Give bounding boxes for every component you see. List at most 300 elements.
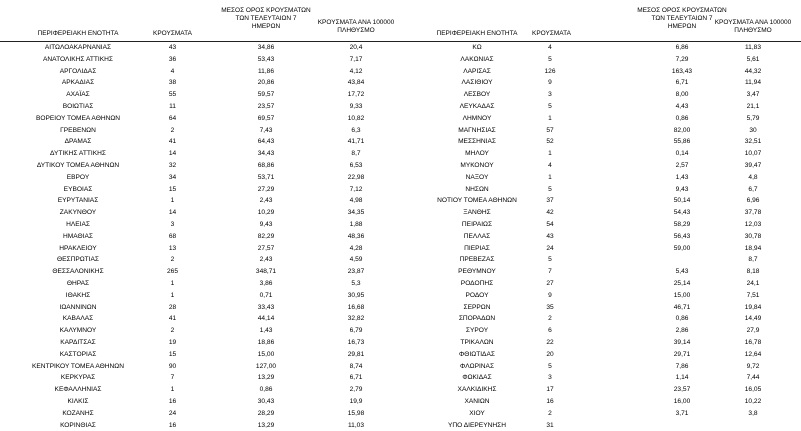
per-100k-cell: 11,94 [744,79,761,87]
cases-cell: 24 [546,244,554,252]
region-cell: ΘΗΡΑΣ [66,279,90,287]
seven-day-average-cell: 0,14 [675,150,689,158]
cases-cell: 3 [548,91,552,99]
header-region: ΠΕΡΙΦΕΡΕΙΑΚΗ ΕΝΟΤΗΤΑ [436,30,518,37]
seven-day-average-cell: 2,43 [259,197,273,205]
seven-day-average-cell: 127,00 [255,362,277,370]
region-cell: ΜΗΛΟΥ [465,150,489,158]
per-100k-cell: 1,88 [349,220,363,228]
table-row [402,254,801,266]
per-100k-cell: 22,98 [347,173,365,181]
per-100k-cell: 12,64 [744,350,762,358]
per-100k-cell: 8,7 [351,150,361,158]
region-cell: ΣΥΡΟΥ [465,327,489,335]
per-100k-cell: 21,1 [746,102,760,110]
cases-cell: 31 [546,421,554,429]
seven-day-average-cell: 29,71 [673,350,691,358]
region-cell: ΚΟΖΑΝΗΣ [62,409,94,417]
table-row [402,231,801,243]
table-row [0,195,402,207]
region-cell: ΦΩΚΙΔΑΣ [462,374,492,382]
seven-day-average-cell: 6,86 [675,44,689,51]
table-row [402,66,801,78]
table-row [402,361,801,373]
cases-cell: 126 [544,67,556,75]
cases-cell: 1 [548,173,552,181]
per-100k-cell: 7,44 [746,374,760,382]
table-row [0,313,402,325]
region-cell: ΣΠΟΡΑΔΩΝ [458,315,496,323]
seven-day-average-cell: 13,29 [257,421,275,429]
region-cell: ΑΧΑΪΑΣ [66,91,90,99]
region-cell: ΥΠΟ ΔΙΕΡΕΥΝΗΣΗ [448,421,506,429]
table-row [402,207,801,219]
region-cell: ΕΥΒΟΙΑΣ [63,185,93,193]
header-cases: ΚΡΟΥΣΜΑΤΑ [153,30,192,37]
per-100k-cell: 5,79 [746,114,760,122]
header-seven-day-average [214,7,318,31]
cases-cell: 7 [170,374,175,382]
cases-cell: 42 [546,209,554,217]
per-100k-cell: 14,49 [744,315,762,323]
seven-day-average-cell: 16,00 [673,397,691,405]
table-row [0,136,402,148]
region-cell: ΒΟΙΩΤΙΑΣ [62,102,94,110]
cases-cell: 68 [168,232,177,240]
seven-day-average-cell: 5,43 [675,268,689,276]
cases-cell: 5 [548,256,552,264]
per-100k-cell: 43,84 [347,79,365,87]
table-row [402,384,801,396]
header-cases: ΚΡΟΥΣΜΑΤΑ [532,30,571,37]
table-row [402,101,801,113]
seven-day-average-cell: 2,43 [259,256,273,264]
seven-day-average-cell: 15,00 [673,291,691,299]
cases-cell: 5 [548,102,552,110]
header-per-line-2: ΠΛΗΘΥΣΜΟ [337,27,375,34]
region-cell: ΛΑΚΩΝΙΑΣ [460,55,494,63]
seven-day-average-cell: 2,57 [675,161,689,169]
table-row [0,101,402,113]
per-100k-cell: 24,1 [746,279,760,287]
cases-cell: 5 [548,185,552,193]
seven-day-average-cell: 27,57 [257,244,275,252]
cases-cell: 57 [546,126,554,134]
cases-cell: 15 [168,185,177,193]
region-cell: ΜΕΣΣΗΝΙΑΣ [458,138,496,146]
table-row [0,125,402,137]
region-cell: ΞΑΝΘΗΣ [463,209,491,217]
region-cell: ΧΙΟΥ [469,409,485,417]
region-cell: ΝΑΞΟΥ [465,173,489,181]
header-avg-line-1: ΜΕΣΟΣ ΟΡΟΣ ΚΡΟΥΣΜΑΤΩΝ [221,7,311,14]
region-cell: ΗΛΕΙΑΣ [66,220,90,228]
seven-day-average-cell: 6,71 [675,79,689,87]
per-100k-cell: 16,73 [347,338,365,346]
per-100k-cell: 32,82 [347,315,365,323]
region-cell: ΑΝΑΤΟΛΙΚΗΣ ΑΤΤΙΚΗΣ [43,55,113,63]
seven-day-average-cell: 25,14 [673,279,691,287]
region-cell: ΚΟΡΙΝΘΙΑΣ [60,421,96,429]
table-row [0,172,402,184]
per-100k-cell: 32,51 [744,138,762,146]
cases-cell: 43 [546,232,554,240]
header-region: ΠΕΡΙΦΕΡΕΙΑΚΗ ΕΝΟΤΗΤΑ [37,30,119,37]
per-100k-cell: 19,9 [349,397,363,405]
region-cell: ΙΘΑΚΗΣ [65,291,91,299]
cases-cell: 36 [168,55,177,63]
per-100k-cell: 3,8 [748,409,758,417]
header-avg-line-3: ΗΜΕΡΩΝ [667,23,697,30]
cases-cell: 64 [168,114,177,122]
cases-cell: 14 [168,209,177,217]
cases-cell: 43 [168,44,177,51]
per-100k-cell: 4,59 [349,256,363,264]
table-row [402,349,801,361]
table-row [0,41,402,54]
seven-day-average-cell: 59,57 [257,91,275,99]
table-row [402,290,801,302]
cases-cell: 1 [548,150,552,158]
region-cell: ΚΩ [472,44,482,51]
region-cell: ΖΑΚΥΝΘΟΥ [59,209,97,217]
region-cell: ΛΕΥΚΑΔΑΣ [459,102,495,110]
per-100k-cell: 19,84 [744,303,762,311]
cases-cell: 2 [170,126,175,134]
table-row [0,219,402,231]
seven-day-average-cell: 34,86 [257,44,275,51]
seven-day-average-cell: 1,43 [259,327,273,335]
region-cell: ΜΥΚΟΝΟΥ [460,161,494,169]
seven-day-average-cell: 1,43 [675,173,689,181]
right-table [402,0,801,431]
per-100k-cell: 9,72 [746,362,760,370]
cases-cell: 13 [168,244,177,252]
seven-day-average-cell: 53,71 [257,173,275,181]
table-row [0,160,402,172]
per-100k-cell: 4,98 [349,197,363,205]
cases-cell: 15 [168,350,177,358]
table-row [402,125,801,137]
table-row [0,254,402,266]
table-row [0,207,402,219]
cases-cell: 9 [548,79,552,87]
table-row [0,361,402,373]
table-row [402,160,801,172]
header-per-line-1: ΚΡΟΥΣΜΑΤΑ ΑΝΑ 100000 [317,19,395,26]
seven-day-average-cell: 59,00 [673,244,691,252]
header-avg-line-3: ΗΜΕΡΩΝ [251,23,281,30]
seven-day-average-cell: 7,29 [675,55,689,63]
cases-cell: 9 [548,291,552,299]
seven-day-average-cell: 69,57 [257,114,275,122]
cases-cell: 2 [170,256,175,264]
cases-cell: 35 [546,303,554,311]
region-cell: ΡΕΘΥΜΝΟΥ [458,268,496,276]
per-100k-cell: 17,72 [347,91,365,99]
table-row [402,77,801,89]
table-row [0,337,402,349]
region-cell: ΕΒΡΟΥ [66,173,90,181]
region-cell: ΘΕΣΣΑΛΟΝΙΚΗΣ [52,268,104,276]
region-cell: ΚΕΦΑΛΛΗΝΙΑΣ [54,386,102,394]
seven-day-average-cell: 163,43 [671,67,693,75]
table-row [402,337,801,349]
cases-cell: 32 [168,161,177,169]
header-per-100k [708,19,798,35]
per-100k-cell: 30,78 [744,232,762,240]
cases-cell: 27 [546,279,554,287]
seven-day-average-cell: 3,86 [259,279,273,287]
per-100k-cell: 41,71 [347,138,365,146]
seven-day-average-cell: 1,14 [675,374,689,382]
region-cell: ΦΘΙΩΤΙΔΑΣ [459,350,495,358]
per-100k-cell: 6,53 [349,161,363,169]
seven-day-average-cell: 46,71 [673,303,691,311]
table-row [402,184,801,196]
per-100k-cell: 27,9 [746,327,760,335]
region-cell: ΡΟΔΟΠΗΣ [460,279,494,287]
per-100k-cell: 4,8 [748,173,758,181]
cases-cell: 1 [548,114,552,122]
seven-day-average-cell: 18,86 [257,338,275,346]
table-row [0,148,402,160]
region-cell: ΛΑΡΙΣΑΣ [463,67,491,75]
region-cell: ΝΗΣΩΝ [465,185,489,193]
per-100k-cell: 7,17 [349,55,363,63]
table-row [402,325,801,337]
cases-cell: 37 [546,197,554,205]
cases-cell: 16 [546,397,554,405]
per-100k-cell: 30 [749,126,757,134]
seven-day-average-cell: 30,43 [257,397,275,405]
cases-cell: 17 [546,386,554,394]
per-100k-cell: 5,61 [746,55,760,63]
table-row [402,89,801,101]
header-per-line-1: ΚΡΟΥΣΜΑΤΑ ΑΝΑ 100000 [714,19,792,26]
cases-cell: 19 [168,338,177,346]
seven-day-average-cell: 15,00 [257,350,275,358]
table-row [402,219,801,231]
seven-day-average-cell: 7,43 [259,126,273,134]
cases-cell: 20 [546,350,554,358]
seven-day-average-cell: 64,43 [257,138,275,146]
per-100k-cell: 39,47 [744,161,762,169]
cases-cell: 38 [168,79,177,87]
per-100k-cell: 30,95 [347,291,365,299]
header-avg-line-1: ΜΕΣΟΣ ΟΡΟΣ ΚΡΟΥΣΜΑΤΩΝ [637,7,727,14]
cases-cell: 41 [168,315,177,323]
per-100k-cell: 6,96 [746,197,760,205]
cases-cell: 14 [168,150,177,158]
per-100k-cell: 11,03 [347,421,364,429]
header-per-100k [310,19,402,35]
seven-day-average-cell: 27,29 [257,185,275,193]
per-100k-cell: 8,7 [748,256,758,264]
table-row [0,243,402,255]
seven-day-average-cell: 0,71 [259,291,273,299]
table-row [402,136,801,148]
seven-day-average-cell: 23,57 [257,102,275,110]
seven-day-average-cell: 28,29 [257,409,275,417]
table-row [402,243,801,255]
table-row [0,420,402,431]
table-row [0,290,402,302]
per-100k-cell: 4,28 [349,244,363,252]
table-row [402,41,801,54]
per-100k-cell: 6,79 [349,327,363,335]
per-100k-cell: 20,4 [349,44,363,51]
region-cell: ΚΑΡΔΙΤΣΑΣ [60,338,96,346]
cases-cell: 28 [168,303,177,311]
region-cell: ΠΙΕΡΙΑΣ [464,244,490,252]
cases-cell: 265 [166,268,178,276]
cases-cell: 16 [168,421,177,429]
per-100k-cell: 5,3 [351,279,361,287]
per-100k-cell: 8,74 [349,362,363,370]
cases-cell: 7 [548,268,552,276]
region-cell: ΠΡΕΒΕΖΑΣ [459,256,495,264]
per-100k-cell: 18,94 [744,244,762,252]
cases-cell: 2 [548,315,552,323]
seven-day-average-cell: 2,86 [675,327,689,335]
table-row [0,408,402,420]
seven-day-average-cell: 34,43 [257,150,275,158]
table-row [402,420,801,431]
seven-day-average-cell: 9,43 [675,185,689,193]
cases-cell: 3 [548,374,552,382]
seven-day-average-cell: 82,29 [257,232,275,240]
cases-cell: 2 [170,327,175,335]
table-row [402,396,801,408]
cases-cell: 6 [548,327,552,335]
region-cell: ΛΗΜΝΟΥ [462,114,492,122]
per-100k-cell: 16,78 [744,338,762,346]
region-cell: ΙΩΑΝΝΙΝΩΝ [59,303,97,311]
per-100k-cell: 12,03 [744,220,762,228]
seven-day-average-cell: 23,57 [673,386,691,394]
per-100k-cell: 10,82 [347,114,365,122]
table-row [0,349,402,361]
per-100k-cell: 34,35 [347,209,365,217]
table-row [0,89,402,101]
region-cell: ΡΟΔΟΥ [465,291,489,299]
table-row [0,113,402,125]
table-row [0,302,402,314]
seven-day-average-cell: 44,14 [257,315,275,323]
per-100k-cell: 7,12 [349,185,363,193]
region-cell: ΚΑΒΑΛΑΣ [62,315,94,323]
region-cell: ΛΑΣΙΘΙΟΥ [461,79,493,87]
seven-day-average-cell: 56,43 [673,232,691,240]
seven-day-average-cell: 0,86 [675,315,689,323]
per-100k-cell: 10,07 [744,150,762,158]
region-cell: ΚΕΝΤΡΙΚΟΥ ΤΟΜΕΑ ΑΘΗΝΩΝ [32,362,124,370]
region-cell: ΔΥΤΙΚΗΣ ΑΤΤΙΚΗΣ [50,150,106,158]
cases-cell: 5 [548,362,552,370]
region-cell: ΘΕΣΠΡΩΤΙΑΣ [56,256,100,264]
per-100k-cell: 37,78 [744,209,762,217]
region-cell: ΑΡΚΑΔΙΑΣ [61,79,95,87]
region-cell: ΝΟΤΙΟΥ ΤΟΜΕΑ ΑΘΗΝΩΝ [437,197,517,205]
cases-cell: 24 [168,409,177,417]
per-100k-cell: 16,05 [744,386,762,394]
right-rows [402,41,801,431]
region-cell: ΗΜΑΘΙΑΣ [63,232,93,240]
cases-cell: 54 [546,220,554,228]
region-cell: ΔΡΑΜΑΣ [64,138,92,146]
seven-day-average-cell: 53,43 [257,55,275,63]
per-100k-cell: 48,36 [347,232,365,240]
per-100k-cell: 6,7 [748,185,758,193]
table-row [402,172,801,184]
cases-cell: 55 [168,91,177,99]
region-cell: ΠΕΙΡΑΙΩΣ [461,220,493,228]
cases-cell: 4 [170,67,175,75]
left-rows [0,41,402,431]
region-cell: ΜΑΓΝΗΣΙΑΣ [458,126,496,134]
table-row [0,54,402,66]
seven-day-average-cell: 13,29 [257,374,275,382]
seven-day-average-cell: 58,29 [673,220,691,228]
cases-cell: 41 [168,138,177,146]
cases-cell: 1 [170,291,175,299]
per-100k-cell: 16,68 [347,303,365,311]
table-row [402,372,801,384]
table-row [0,231,402,243]
region-cell: ΗΡΑΚΛΕΙΟΥ [59,244,97,252]
table-row [0,325,402,337]
table-row [0,66,402,78]
region-cell: ΣΕΡΡΩΝ [463,303,491,311]
table-row [402,278,801,290]
header-avg-line-2: ΤΩΝ ΤΕΛΕΥΤΑΙΩΝ 7 [651,15,713,22]
cases-cell: 4 [548,44,552,51]
seven-day-average-cell: 4,43 [675,102,689,110]
region-cell: ΕΥΡΥΤΑΝΙΑΣ [57,197,99,205]
seven-day-average-cell: 54,43 [673,209,691,217]
cases-cell: 22 [546,338,554,346]
cases-cell: 1 [170,197,175,205]
cases-cell: 5 [548,55,552,63]
table-row [402,302,801,314]
region-cell: ΚΑΛΥΜΝΟΥ [59,327,97,335]
cases-cell: 52 [546,138,554,146]
seven-day-average-cell: 82,00 [673,126,691,134]
cases-cell: 1 [170,279,175,287]
cases-cell: 4 [548,161,552,169]
cases-cell: 34 [168,173,177,181]
cases-cell: 11 [169,102,176,110]
seven-day-average-cell: 0,86 [259,386,273,394]
per-100k-cell: 10,22 [744,397,762,405]
seven-day-average-cell: 50,14 [673,197,691,205]
region-cell: ΔΥΤΙΚΟΥ ΤΟΜΕΑ ΑΘΗΝΩΝ [36,161,120,169]
table-row [402,54,801,66]
region-cell: ΚΑΣΤΟΡΙΑΣ [59,350,97,358]
table-row [402,113,801,125]
table-row [402,266,801,278]
per-100k-cell: 6,3 [351,126,361,134]
per-100k-cell: 29,81 [347,350,365,358]
seven-day-average-cell: 55,86 [673,138,691,146]
per-100k-cell: 7,51 [746,291,760,299]
per-100k-cell: 4,12 [349,67,363,75]
region-cell: ΠΕΛΛΑΣ [463,232,491,240]
header-per-line-2: ΠΛΗΘΥΣΜΟ [734,27,772,34]
seven-day-average-cell: 348,71 [255,268,277,276]
seven-day-average-cell: 10,29 [257,209,275,217]
